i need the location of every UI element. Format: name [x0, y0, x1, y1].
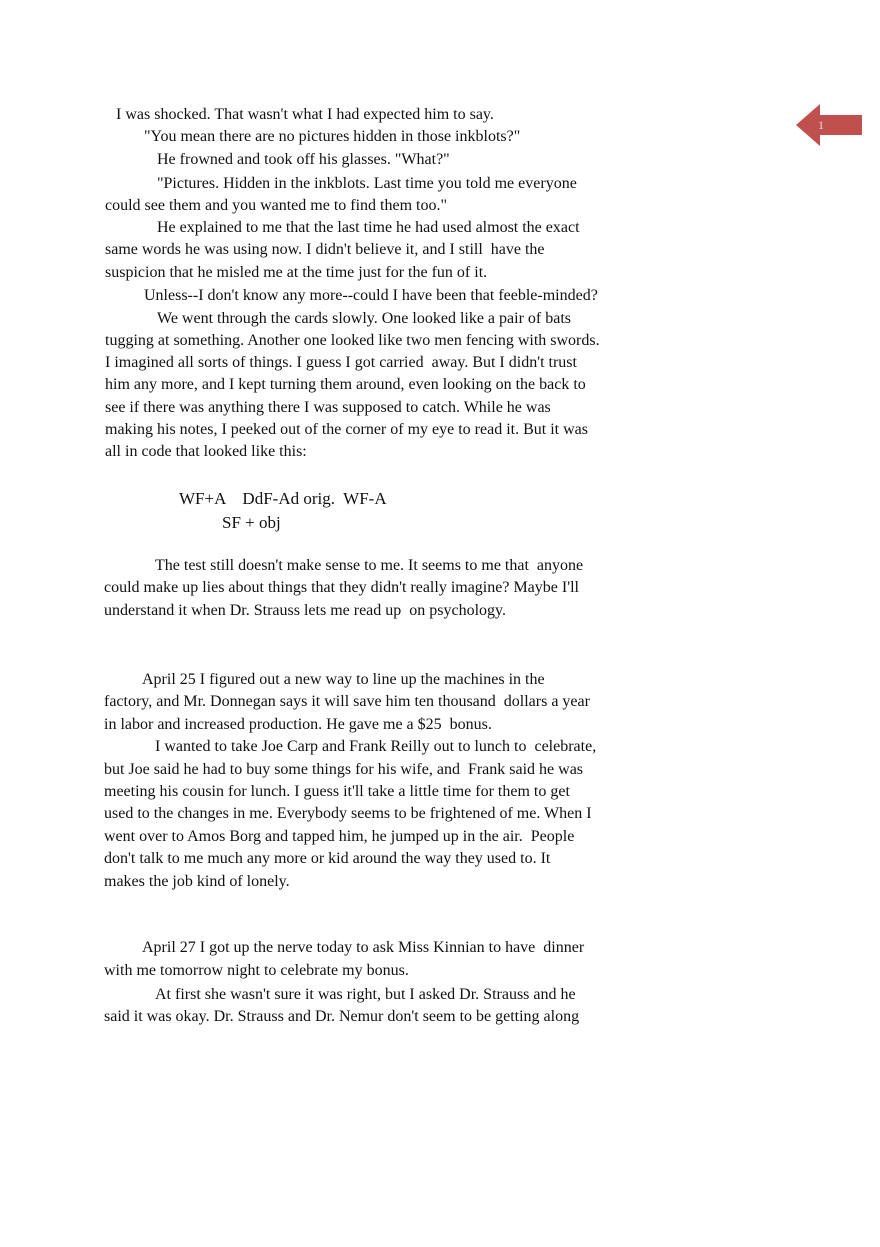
text-line: could make up lies about things that they didn't really imagine? Maybe I'll: [104, 579, 579, 596]
text-line: him any more, and I kept turning them around, even looking on the back to: [105, 376, 586, 393]
text-line: suspicion that he misled me at the time just for the fun of it.: [105, 264, 488, 281]
text-line: with me tomorrow night to celebrate my bonus.: [104, 962, 409, 979]
diary-entry-heading: April 25 I figured out a new way to line up the machines in the: [142, 671, 545, 688]
text-line: could see them and you wanted me to find them too.": [105, 197, 448, 214]
text-line: I wanted to take Joe Carp and Frank Reilly out to lunch to celebrate,: [155, 738, 597, 755]
text-line: see if there was anything there I was supposed to catch. While he was: [105, 399, 551, 416]
text-line: but Joe said he had to buy some things for his wife, and Frank said he was: [104, 761, 584, 778]
text-line: meeting his cousin for lunch. I guess it'll take a little time for them to get: [104, 783, 570, 800]
left-arrow-icon: [796, 104, 864, 146]
text-line: all in code that looked like this:: [105, 443, 307, 460]
text-line: "You mean there are no pictures hidden in those inkblots?": [144, 128, 521, 145]
text-line: He explained to me that the last time he had used almost the exact: [157, 219, 580, 236]
code-line: SF + obj: [222, 513, 281, 532]
text-line: don't talk to me much any more or kid around the way they used to. It: [104, 850, 551, 867]
text-line: tugging at something. Another one looked like two men fencing with swords.: [105, 332, 600, 349]
text-line: I imagined all sorts of things. I guess I got carried away. But I didn't trust: [105, 354, 577, 371]
text-line: At first she wasn't sure it was right, but I asked Dr. Strauss and he: [155, 986, 576, 1003]
text-line: same words he was using now. I didn't believe it, and I still have the: [105, 241, 545, 258]
page-number: 1: [818, 118, 824, 132]
text-line: used to the changes in me. Everybody seems to be frightened of me. When I: [104, 805, 592, 822]
text-line: said it was okay. Dr. Strauss and Dr. Nemur don't seem to be getting along: [104, 1008, 580, 1025]
text-line: makes the job kind of lonely.: [104, 873, 290, 890]
back-arrow-button[interactable]: [796, 104, 864, 146]
text-line: He frowned and took off his glasses. "What?": [157, 151, 450, 168]
text-line: Unless--I don't know any more--could I have been that feeble-minded?: [144, 287, 598, 304]
diary-entry-heading: April 27 I got up the nerve today to ask Miss Kinnian to have dinner: [142, 939, 585, 956]
text-line: The test still doesn't make sense to me. It seems to me that anyone: [155, 557, 584, 574]
text-line: understand it when Dr. Strauss lets me read up on psychology.: [104, 602, 507, 619]
text-line: went over to Amos Borg and tapped him, he jumped up in the air. People: [104, 828, 575, 845]
code-line: WF+A DdF-Ad orig. WF-A: [179, 489, 387, 508]
text-line: making his notes, I peeked out of the corner of my eye to read it. But it was: [105, 421, 588, 438]
text-line: We went through the cards slowly. One looked like a pair of bats: [157, 310, 572, 327]
text-line: "Pictures. Hidden in the inkblots. Last time you told me everyone: [157, 175, 577, 192]
text-line: factory, and Mr. Donnegan says it will save him ten thousand dollars a year: [104, 693, 590, 710]
text-line: I was shocked. That wasn't what I had expected him to say.: [112, 106, 494, 123]
text-line: in labor and increased production. He gave me a $25 bonus.: [104, 716, 492, 733]
